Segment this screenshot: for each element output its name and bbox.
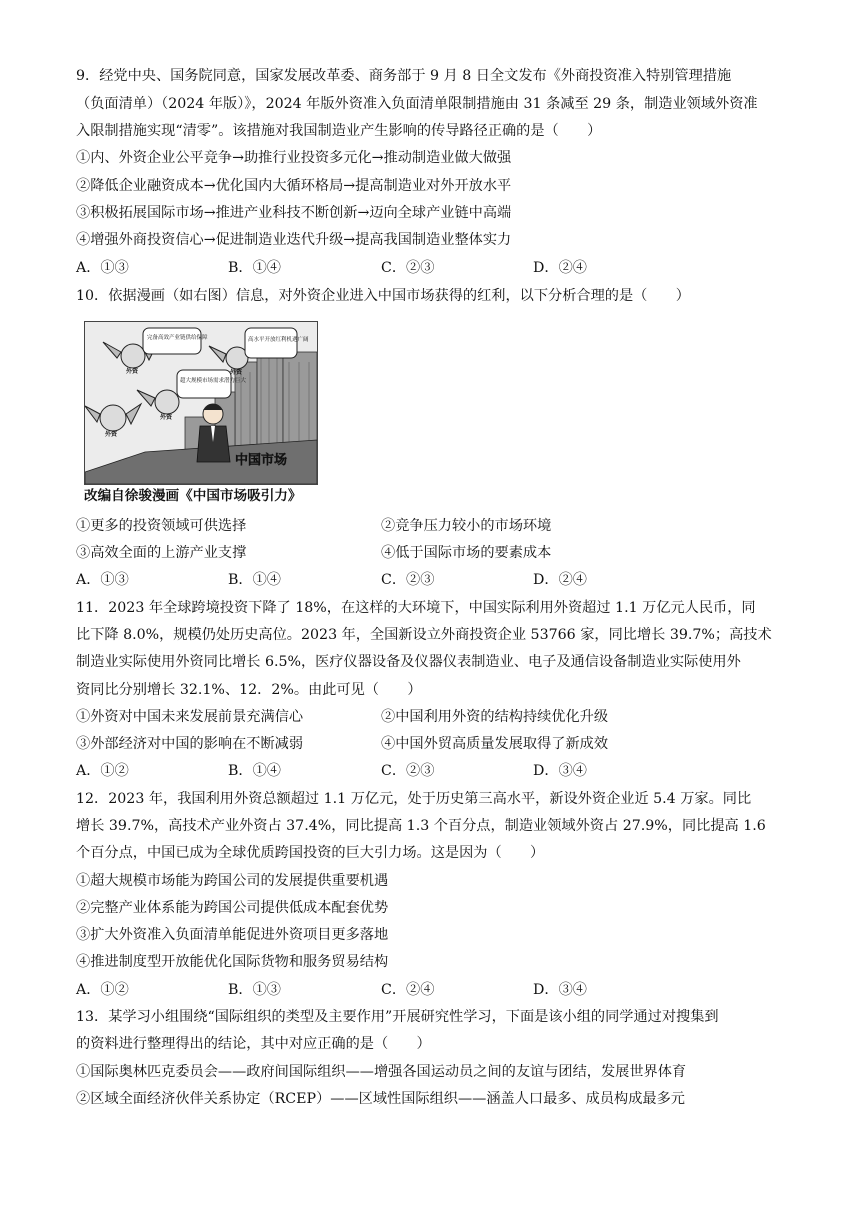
q10-item-1: ①更多的投资领域可供选择 [76, 518, 247, 534]
q13-stem-line-2: 的资料进行整理得出的结论，其中对应正确的是（ ） [76, 1036, 431, 1052]
q10-items-row-2 [76, 543, 696, 563]
q13-item-2: ②区域全面经济伙伴关系协定（RCEP）——区域性国际组织——涵盖人口最多、成员构成最多元 [76, 1091, 685, 1107]
q9-stem-line-3: 入限制措施实现“清零”。该措施对我国制造业产生影响的传导路径正确的是（ ） [76, 123, 602, 139]
q10-option-a[interactable]: A．①③ [76, 572, 129, 588]
q10-options [76, 570, 636, 590]
q11-option-b[interactable]: B．①④ [228, 763, 281, 779]
bubble-2-text: 高水平开放红利机遇广阔 [248, 337, 309, 343]
q12-item-2: ②完整产业体系能为跨国公司提供低成本配套优势 [76, 900, 389, 916]
q9-item-2: ②降低企业融资成本→优化国内大循环格局→提高制造业对外开放水平 [76, 178, 512, 194]
q12-item-4: ④推进制度型开放能优化国际货物和服务贸易结构 [76, 954, 389, 970]
bird-label-2: 外资 [230, 369, 243, 376]
q11-item-1: ①外资对中国未来发展前景充满信心 [76, 709, 304, 725]
q11-stem-line-3: 制造业实际使用外资同比增长 6.5%，医疗仪器设备及仪器仪表制造业、电子及通信设备制造业实际使用外 [76, 654, 741, 670]
q12-option-a[interactable]: A．①② [76, 982, 129, 998]
q11-stem-line-4: 资同比分别增长 32.1%、12．2%。由此可见（ ） [76, 682, 422, 698]
q10-item-4: ④低于国际市场的要素成本 [381, 545, 552, 561]
q12-options [76, 980, 636, 1000]
market-attraction-cartoon [84, 321, 318, 485]
q12-item-3: ③扩大外资准入负面清单能促进外资项目更多落地 [76, 927, 389, 943]
bird-label-1: 外资 [126, 368, 139, 375]
q11-option-a[interactable]: A．①② [76, 763, 129, 779]
q9-stem-line-1: 9．经党中央、国务院同意，国家发展改革委、商务部于 9 月 8 日全文发布《外商投资准入特别管理措施 [76, 68, 732, 84]
q13-stem-line-1: 13．某学习小组围绕“国际组织的类型及主要作用”开展研究性学习，下面是该小组的同学通过对搜集到 [76, 1009, 719, 1025]
q11-items-row-2 [76, 734, 696, 754]
q11-item-2: ②中国利用外资的结构持续优化升级 [381, 709, 609, 725]
bubble-1-text: 完备高效产业链供给保障 [147, 335, 208, 341]
q10-option-c[interactable]: C．②③ [381, 572, 435, 588]
bubble-3-text: 超大规模市场需求潜力巨大 [180, 378, 247, 384]
q11-options [76, 761, 636, 781]
q11-stem-line-2: 比下降 8.0%，规模仍处历史高位。2023 年，全国新设立外商投资企业 53766 家，同比增长 39.7%；高技术 [76, 627, 772, 643]
cartoon-caption: 改编自徐骏漫画《中国市场吸引力》 [84, 488, 302, 504]
q12-stem-line-1: 12．2023 年，我国利用外资总额超过 1.1 万亿元，处于历史第三高水平，新设外资企业近 5.4 万家。同比 [76, 791, 752, 807]
china-market-sign: 中国市场 [235, 453, 288, 468]
q12-item-1: ①超大规模市场能为跨国公司的发展提供重要机遇 [76, 873, 389, 889]
q10-item-3: ③高效全面的上游产业支撑 [76, 545, 247, 561]
q11-option-d[interactable]: D．③④ [533, 763, 587, 779]
q12-option-c[interactable]: C．②④ [381, 982, 435, 998]
q11-option-c[interactable]: C．②③ [381, 763, 435, 779]
q10-option-b[interactable]: B．①④ [228, 572, 281, 588]
q12-stem-line-3: 个百分点，中国已成为全球优质跨国投资的巨大引力场。这是因为（ ） [76, 845, 545, 861]
q11-items-row-1 [76, 707, 696, 727]
q9-item-1: ①内、外资企业公平竞争→助推行业投资多元化→推动制造业做大做强 [76, 150, 512, 166]
q10-option-d[interactable]: D．②④ [533, 572, 587, 588]
q10-stem: 10．依据漫画（如右图）信息，对外资企业进入中国市场获得的红利，以下分析合理的是（ ） [76, 288, 690, 304]
q9-item-3: ③积极拓展国际市场→推进产业科技不断创新→迈向全球产业链中高端 [76, 205, 512, 221]
q12-option-d[interactable]: D．③④ [533, 982, 587, 998]
q10-items-row-1 [76, 516, 696, 536]
q13-item-1: ①国际奥林匹克委员会——政府间国际组织——增强各国运动员之间的友谊与团结，发展世界体育 [76, 1064, 687, 1080]
q9-option-b[interactable]: B．①④ [228, 260, 281, 276]
q9-stem-line-2: （负面清单）（2024 年版）》，2024 年版外资准入负面清单限制措施由 31 条减至 29 条，制造业领域外资准 [76, 96, 758, 112]
q12-option-b[interactable]: B．①③ [228, 982, 281, 998]
q11-stem-line-1: 11．2023 年全球跨境投资下降了 18%，在这样的大环境下，中国实际利用外资超过 1.1 万亿元人民币，同 [76, 600, 756, 616]
bird-label-3: 外资 [160, 414, 173, 421]
cartoon-illustration [85, 322, 317, 484]
q9-item-4: ④增强外商投资信心→促进制造业迭代升级→提高我国制造业整体实力 [76, 232, 512, 248]
q11-item-4: ④中国外贸高质量发展取得了新成效 [381, 736, 609, 752]
q9-options [76, 258, 636, 278]
q9-option-c[interactable]: C．②③ [381, 260, 435, 276]
q11-item-3: ③外部经济对中国的影响在不断减弱 [76, 736, 304, 752]
q9-option-d[interactable]: D．②④ [533, 260, 587, 276]
q10-item-2: ②竞争压力较小的市场环境 [381, 518, 552, 534]
bird-label-4: 外资 [105, 431, 118, 438]
q12-stem-line-2: 增长 39.7%，高技术产业外资占 37.4%，同比提高 1.3 个百分点，制造业领域外资占 27.9%，同比提高 1.6 [76, 818, 766, 834]
q9-option-a[interactable]: A．①③ [76, 260, 129, 276]
